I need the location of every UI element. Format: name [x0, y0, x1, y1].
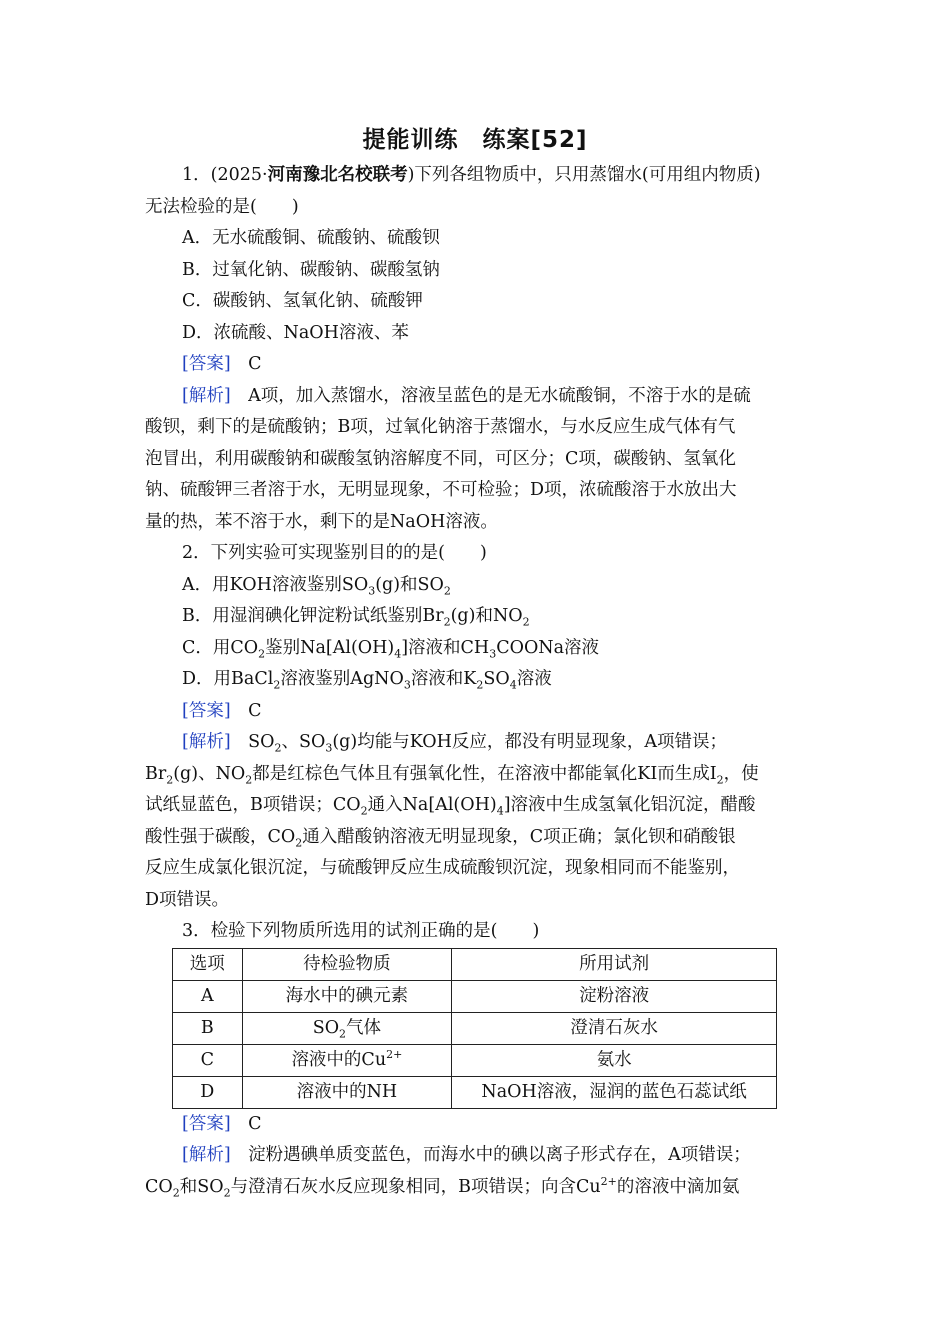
q1-option-b: B．过氧化钠、碳酸钠、碳酸氢钠 [182, 259, 440, 280]
q2-analysis-line1: [解析] $SO_2$、$SO_3(g)$均能与KOH反应，都没有明显现象，A项错误； [182, 732, 728, 755]
q1-stem-line1 [145, 160, 810, 192]
table-cell: $SO_2$气体 [242, 1012, 452, 1044]
q1-analysis-line1 [145, 381, 810, 413]
exercise-content [145, 160, 810, 1203]
q1-source-open: (2025· [210, 165, 268, 185]
table-cell: 氨水 [452, 1044, 777, 1076]
table-cell: NaOH溶液，湿润的蓝色石蕊试纸 [452, 1076, 777, 1108]
answer-tag: [答案] [182, 1113, 231, 1134]
q3-table [172, 948, 777, 1109]
q2-analysis-line6: D项错误。 [145, 889, 230, 910]
table-header-row [173, 948, 777, 980]
answer-tag: [答案] [182, 700, 231, 721]
q1-analysis-line5: 量的热，苯不溶于水，剩下的是NaOH溶液。 [145, 511, 498, 532]
q1-option-c: C．碳酸钠、氢氧化钠、硫酸钾 [182, 291, 423, 311]
table-row [173, 1012, 777, 1044]
answer-value: C [248, 1113, 262, 1134]
q2-option-c: C．用$CO_2$鉴别$Na[Al(OH)_4]$溶液和$CH_3COONa$溶液 [182, 637, 600, 660]
table-row [173, 1076, 777, 1108]
q2-option-b: B．用湿润碘化钾淀粉试纸鉴别$Br_2(g)$和$NO_2$ [182, 606, 530, 629]
table-row [173, 980, 777, 1012]
q2-option-a: A．用KOH溶液鉴别$SO_3(g)$和$SO_2$ [182, 574, 451, 597]
q1-analysis-line2: 酸钡，剩下的是硫酸钠；B项，过氧化钠溶于蒸馏水，与水反应生成气体有气 [145, 417, 736, 437]
analysis-text: A项，加入蒸馏水，溶液呈蓝色的是无水硫酸铜，不溶于水的是硫 [248, 385, 751, 406]
q1-option-d: D．浓硫酸、NaOH溶液、苯 [182, 322, 409, 343]
page-title: 提能训练 练案[52] [362, 127, 588, 153]
q2-analysis-line5: 反应生成氯化银沉淀，与硫酸钾反应生成硫酸钡沉淀，现象相同而不能鉴别， [145, 858, 740, 878]
q1-stem-line2: 无法检验的是( ) [145, 196, 299, 217]
q1-number: 1． [182, 165, 211, 185]
analysis-tag: [解析] [182, 1145, 231, 1165]
table-cell: 淀粉溶液 [452, 980, 777, 1012]
q2-option-d: D．用BaCl$_2$溶液鉴别AgNO$_3$溶液和$K_2SO_4$溶液 [182, 669, 552, 692]
table-header-cell: 待检验物质 [242, 948, 452, 980]
q1-answer [145, 349, 810, 381]
answer-tag: [答案] [182, 354, 231, 374]
q3-analysis-line2: $CO_2$和$SO_2$与澄清石灰水反应现象相同，B项错误；向含$Cu^{2+}$的溶液中滴加氨 [145, 1174, 740, 1199]
table-cell: 溶液中的$Cu^{2+}$ [242, 1044, 452, 1076]
q2-analysis-line2: $Br_2(g)$、$NO_2$都是红棕色气体且有强氧化性，在溶液中都能氧化KI而生成$I_2$，使 [145, 763, 759, 786]
q2-analysis-line4: 酸性强于碳酸，$CO_2$通入醋酸钠溶液无明显现象，C项正确；氯化钡和硝酸银 [145, 826, 736, 849]
table-header-cell: 选项 [173, 948, 243, 980]
q3-answer [145, 1109, 810, 1141]
q1-analysis-line3: 泡冒出，利用碳酸钠和碳酸氢钠溶解度不同，可区分；C项，碳酸钠、氢氧化 [145, 448, 736, 469]
q2-answer [145, 696, 810, 728]
q3-analysis-line1: [解析] 淀粉遇碘单质变蓝色，而海水中的碘以离子形式存在，A项错误； [182, 1145, 751, 1165]
table-cell: 澄清石灰水 [452, 1012, 777, 1044]
analysis-tag: [解析] [182, 385, 231, 406]
table-cell: C [173, 1044, 243, 1076]
table-cell: D [173, 1076, 243, 1108]
table-row [173, 1044, 777, 1076]
table-cell: A [173, 980, 243, 1012]
q1-option-a: A．无水硫酸铜、硫酸钠、硫酸钡 [182, 228, 440, 248]
table-cell: 海水中的碘元素 [242, 980, 452, 1012]
answer-value: C [248, 354, 262, 374]
table-cell: 溶液中的NH [242, 1076, 452, 1108]
q2-analysis-line3: 试纸显蓝色，B项错误；$CO_2$通入$Na[Al(OH)_4]$溶液中生成氢氧化铝沉淀，醋酸 [145, 795, 756, 818]
q1-source-name: 河南豫北名校联考 [267, 165, 408, 185]
q1-stem-text: )下列各组物质中，只用蒸馏水(可用组内物质) [407, 165, 761, 185]
table-header-cell: 所用试剂 [452, 948, 777, 980]
q2-stem: 2．下列实验可实现鉴别目的的是( ) [182, 543, 487, 563]
analysis-tag: [解析] [182, 732, 231, 752]
q1-analysis-line4: 钠、硫酸钾三者溶于水，无明显现象，不可检验；D项，浓硫酸溶于水放出大 [145, 480, 737, 500]
table-cell: B [173, 1012, 243, 1044]
q3-stem: 3．检验下列物质所选用的试剂正确的是( ) [182, 921, 540, 941]
answer-value: C [248, 700, 262, 721]
